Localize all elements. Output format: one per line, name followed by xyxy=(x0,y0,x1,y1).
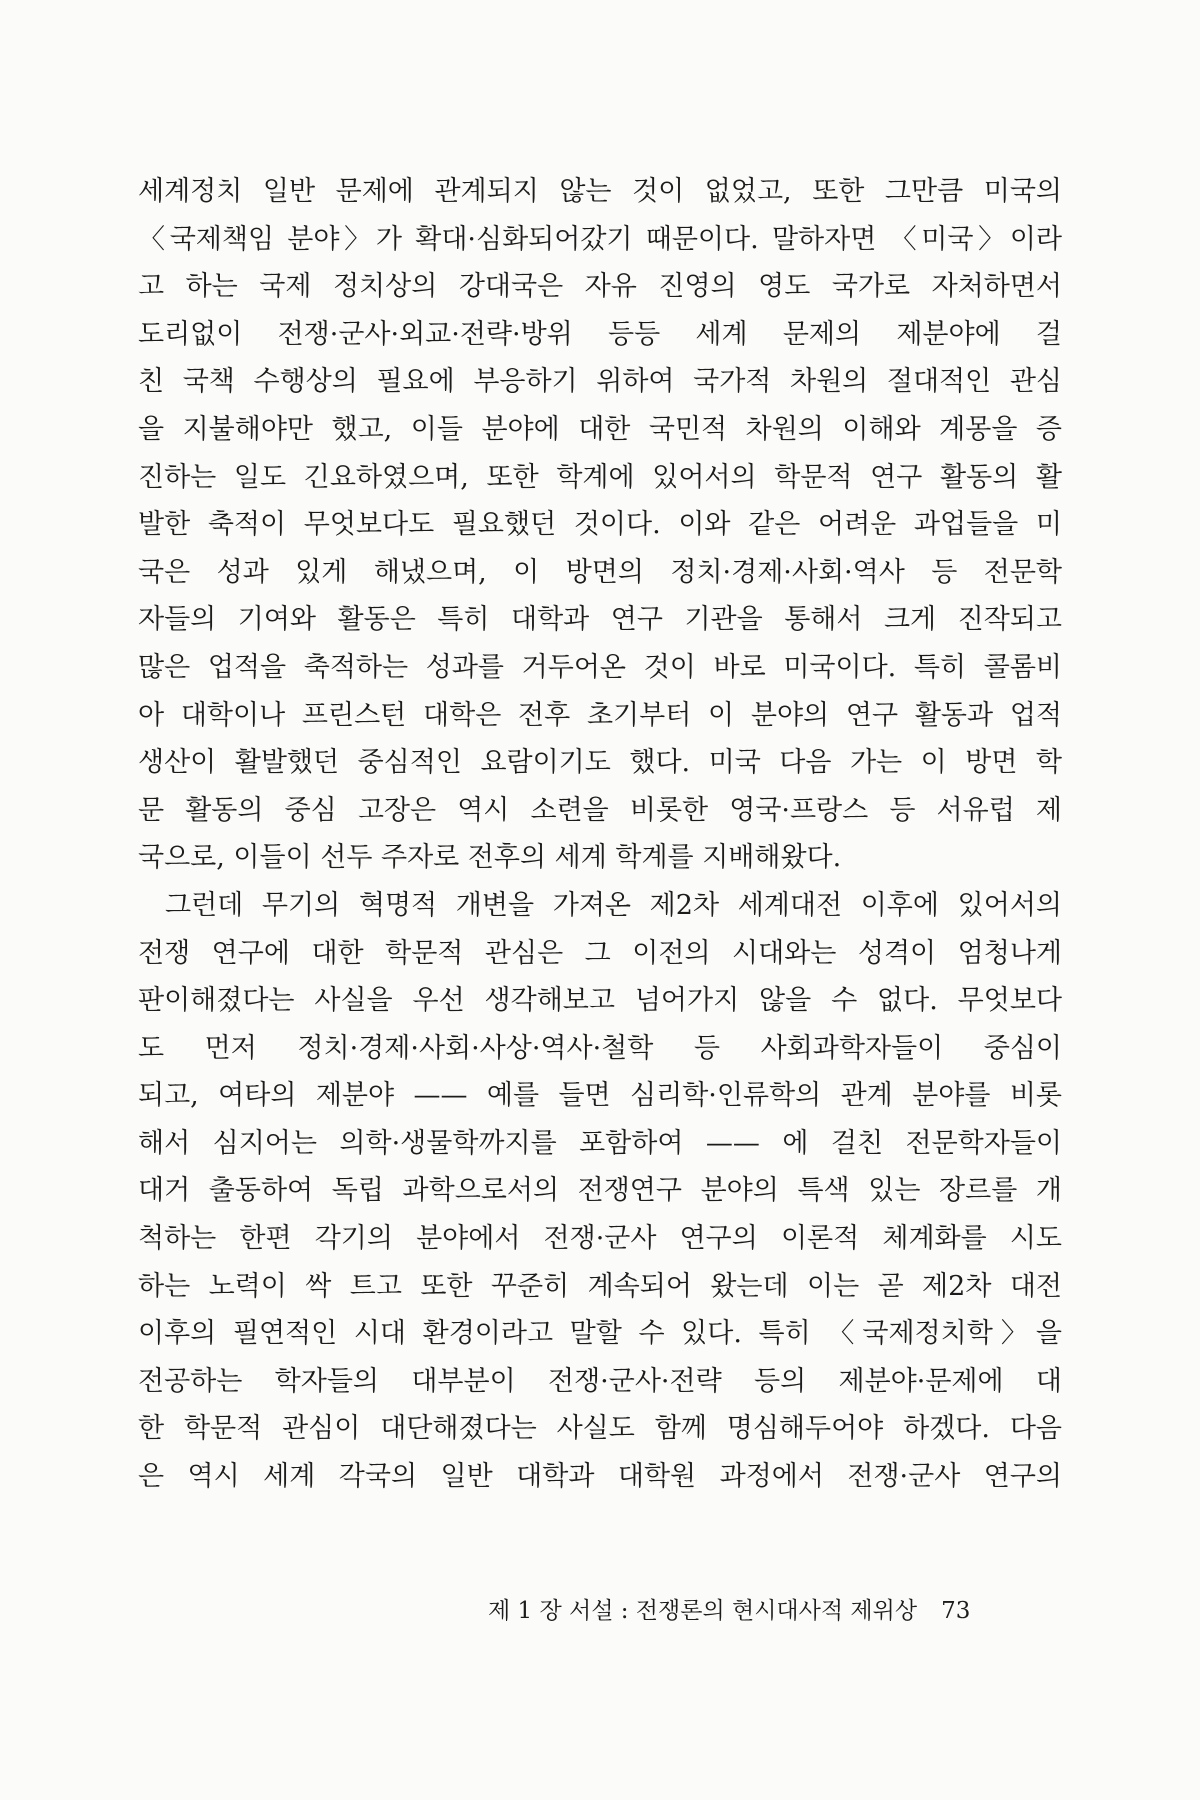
chapter-title: 제 1 장 서설 : 전쟁론의 현시대사적 제위상 xyxy=(488,1598,918,1624)
text-line: 아 대학이나 프린스턴 대학은 전후 초기부터 이 분야의 연구 활동과 업적 xyxy=(138,699,1062,731)
text-line: 이후의 필연적인 시대 환경이라고 말할 수 있다. 특히 〈국제정치학〉을 xyxy=(138,1318,1062,1350)
text-line: 그런데 무기의 혁명적 개변을 가져온 제2차 세계대전 이후에 있어서의 xyxy=(165,889,1062,921)
text-line: 을 지불해야만 했고, 이들 분야에 대한 국민적 차원의 이해와 계몽을 증 xyxy=(138,413,1062,445)
text-line: 한 학문적 관심이 대단해졌다는 사실도 함께 명심해두어야 하겠다. 다음 xyxy=(138,1413,1062,1445)
text-line: 판이해졌다는 사실을 우선 생각해보고 넘어가지 않을 수 없다. 무엇보다 xyxy=(138,985,1062,1017)
text-line: 전쟁 연구에 대한 학문적 관심은 그 이전의 시대와는 성격이 엄청나게 xyxy=(138,937,1062,969)
text-line: 되고, 여타의 제분야 —— 예를 들면 심리학·인류학의 관계 분야를 비롯 xyxy=(138,1080,1062,1112)
running-footer xyxy=(488,1592,1008,1625)
text-line: 도 먼저 정치·경제·사회·사상·역사·철학 등 사회과학자들이 중심이 xyxy=(138,1032,1062,1064)
text-line: 국은 성과 있게 해냈으며, 이 방면의 정치·경제·사회·역사 등 전문학 xyxy=(138,556,1062,588)
text-line: 생산이 활발했던 중심적인 요람이기도 했다. 미국 다음 가는 이 방면 학 xyxy=(138,747,1062,779)
text-line: 발한 축적이 무엇보다도 필요했던 것이다. 이와 같은 어려운 과업들을 미 xyxy=(138,509,1062,541)
text-line: 많은 업적을 축적하는 성과를 거두어온 것이 바로 미국이다. 특히 콜롬비 xyxy=(138,651,1062,683)
text-line: 해서 심지어는 의학·생물학까지를 포함하여 —— 에 걸친 전문학자들이 xyxy=(138,1127,1062,1159)
text-line: 대거 출동하여 독립 과학으로서의 전쟁연구 분야의 특색 있는 장르를 개 xyxy=(138,1175,1062,1207)
text-line: 〈국제책임 분야〉가 확대·심화되어갔기 때문이다. 말하자면 〈미국〉이라 xyxy=(138,223,1062,255)
text-line: 세계정치 일반 문제에 관계되지 않는 것이 없었고, 또한 그만큼 미국의 xyxy=(138,176,1062,207)
text-line: 진하는 일도 긴요하였으며, 또한 학계에 있어서의 학문적 연구 활동의 활 xyxy=(138,461,1062,493)
text-line: 문 활동의 중심 고장은 역시 소련을 비롯한 영국·프랑스 등 서유럽 제 xyxy=(138,794,1062,826)
text-line: 고 하는 국제 정치상의 강대국은 자유 진영의 영도 국가로 자처하면서 xyxy=(138,271,1062,303)
text-line: 도리없이 전쟁·군사·외교·전략·방위 등등 세계 문제의 제분야에 걸 xyxy=(138,318,1062,350)
text-line: 국으로, 이들이 선두 주자로 전후의 세계 학계를 지배해왔다. xyxy=(138,842,842,874)
text-line: 하는 노력이 싹 트고 또한 꾸준히 계속되어 왔는데 이는 곧 제2차 대전 xyxy=(138,1270,1062,1302)
page-number: 73 xyxy=(941,1598,971,1624)
text-line: 은 역시 세계 각국의 일반 대학과 대학원 과정에서 전쟁·군사 연구의 xyxy=(138,1461,1062,1493)
body-text xyxy=(138,168,1062,1501)
text-line: 친 국책 수행상의 필요에 부응하기 위하여 국가적 차원의 절대적인 관심 xyxy=(138,366,1062,398)
text-line: 전공하는 학자들의 대부분이 전쟁·군사·전략 등의 제분야·문제에 대 xyxy=(138,1365,1062,1397)
text-line: 자들의 기여와 활동은 특히 대학과 연구 기관을 통해서 크게 진작되고 xyxy=(138,604,1062,636)
text-line: 척하는 한편 각기의 분야에서 전쟁·군사 연구의 이론적 체계화를 시도 xyxy=(138,1223,1062,1255)
